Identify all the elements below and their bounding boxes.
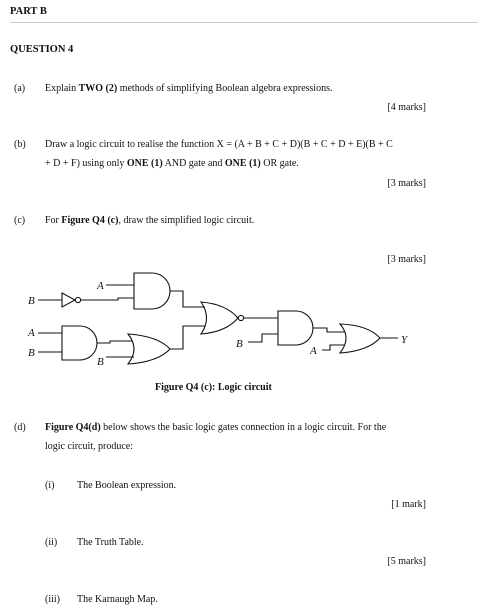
input-b-bot: B xyxy=(97,356,104,368)
item-i-text: The Boolean expression. xyxy=(77,480,177,491)
and-gate-1 xyxy=(134,273,170,309)
question-a-marks: [4 marks] xyxy=(387,102,426,113)
question-title: QUESTION 4 xyxy=(10,44,74,55)
question-b-label: (b) xyxy=(14,139,26,150)
question-b-line1: Draw a logic circuit to realise the function X = (A + B + C + D)(B + C + D + E)(B + C xyxy=(45,139,393,150)
question-d-label: (d) xyxy=(14,422,26,433)
input-b-top: B xyxy=(28,295,35,307)
question-a-text: Explain TWO (2) methods of simplifying Boolean algebra expressions. xyxy=(45,83,333,94)
question-c-label: (c) xyxy=(14,215,26,226)
or-gate-3 xyxy=(340,324,380,353)
not-gate-1 xyxy=(62,293,75,307)
item-i-marks: [1 mark] xyxy=(391,499,426,510)
question-d-line2: logic circuit, produce: xyxy=(45,441,134,452)
question-a-label: (a) xyxy=(14,83,26,94)
nor-gate-1 xyxy=(201,302,238,334)
input-b-right: B xyxy=(236,338,243,350)
divider xyxy=(10,22,478,23)
question-b-marks: [3 marks] xyxy=(387,178,426,189)
input-a-top: A xyxy=(97,280,104,292)
question-d-line1: Figure Q4(d) below shows the basic logic gates connection in a logic circuit. For the xyxy=(45,422,387,433)
figure-caption: Figure Q4 (c): Logic circuit xyxy=(155,382,272,393)
input-a-mid: A xyxy=(28,327,35,339)
item-ii-label: (ii) xyxy=(45,537,58,548)
item-ii-marks: [5 marks] xyxy=(387,556,426,567)
item-ii-text: The Truth Table. xyxy=(77,537,144,548)
or-gate-2 xyxy=(128,334,170,364)
and-gate-3 xyxy=(278,311,313,345)
question-c-marks: [3 marks] xyxy=(387,254,426,265)
item-iii-label: (iii) xyxy=(45,594,60,605)
item-iii-text: The Karnaugh Map. xyxy=(77,594,158,605)
input-a-right: A xyxy=(310,345,317,357)
and-gate-2 xyxy=(62,326,97,360)
question-b-line2: + D + F) using only ONE (1) AND gate and ONE (1) OR gate. xyxy=(45,158,299,169)
input-b-mid: B xyxy=(28,347,35,359)
logic-circuit-diagram xyxy=(0,262,478,382)
question-c-text: For Figure Q4 (c), draw the simplified logic circuit. xyxy=(45,215,255,226)
output-y: Y xyxy=(401,334,408,346)
item-i-label: (i) xyxy=(45,480,55,491)
part-title: PART B xyxy=(10,6,47,17)
